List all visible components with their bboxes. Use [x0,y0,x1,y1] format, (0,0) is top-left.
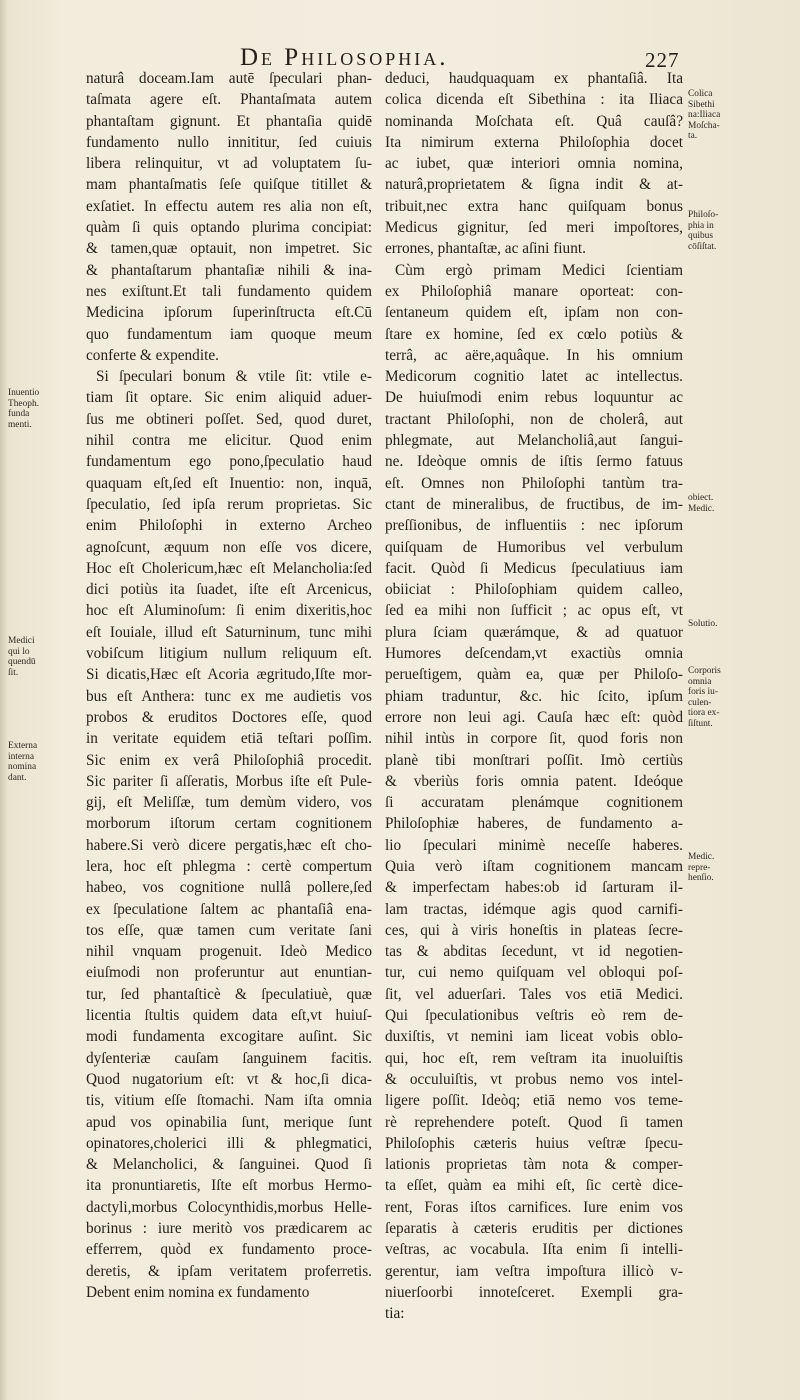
text-line: Sic pariter ſi aſſeratis, Morbus iſte eſt Pule- [86,772,372,790]
text-line: qui, hoc eſt, rem veſtram ita inuoluiſtis [385,1049,683,1067]
text-line: Hoc eſt Cholericum,hæc eſt Melancholia:ſed [86,559,372,577]
margin-note-line: interna [8,751,35,762]
text-line: nihil contra me elicitur. Quod enim [86,432,372,450]
text-line: ſit, vel aduerſari. Tales vos etiā Medici. [385,985,683,1003]
margin-note-medic-rep [688,852,750,884]
text-line: ſus me obtineri poſſet. Sed, quod duret, [86,410,372,428]
text-line: phantaſtam gignunt. Et phantaſia quidē [86,112,372,130]
text-line: rè reprehendere poteſt. Quod ſi tamen [385,1113,683,1131]
text-line: tia: [385,1305,405,1323]
text-line: ex ſpeculatione ſaltem ac phantaſiâ ena- [86,900,372,918]
text-line: deretis, & ipſam veritatem proferretis. [86,1262,372,1280]
text-line: mam phantaſmatis ſeſe quiſque titillet & [86,176,372,194]
text-line: ſpeculatio, ſed ipſa rerum proprietas. Sic [86,495,372,513]
text-line: tiam ſit optare. Sic enim aliquid aduer- [86,389,372,407]
text-line: Quia verò iſtam cognitionem mancam [385,857,683,875]
text-line: hoc eſt Aluminoſum: ſi enim dixeritis,hoc [86,602,372,620]
text-line: deduci, haudquaquam ex phantaſiâ. Ita [385,70,683,87]
text-line: duxiſtis, vt nemini iam liceat vobis oblo- [385,1028,683,1046]
text-line: borinus : iure meritò vos prædicarem ac [86,1220,372,1238]
text-line: nihil vnquam progenuit. Ideò Medico [86,943,372,961]
text-line: ne. Ideòque omnis de iſtis ſermo fatuus [385,453,683,471]
margin-note-medici [8,636,54,678]
text-line: ac iubet, quæ interiori omnia nomina, [385,155,683,173]
margin-note-line: Moſcha- [688,120,720,131]
text-line: habeo, vos cognitione nullâ pollere,ſed [86,879,372,897]
right-text-column [385,68,683,1325]
margin-note-obiect [688,493,750,514]
text-line: ctant de mineralibus, de fructibus, de im- [385,495,683,513]
text-line: probos & eruditos Doctores eſſe, quod [86,708,372,726]
text-line: Humores deſcendam,vt exactiùs omnia [385,645,683,663]
margin-note-line: Medic. [688,503,715,514]
text-line: Medicina ipſorum ſuperinſtructa eſt.Cū [86,304,372,322]
text-line: phiam traduntur, &c. hic ſcito, ipſum [385,687,683,705]
text-line: nes exiſtunt.Et tali fundamento quidem [86,282,372,300]
text-line: lationis proprietas tàm nota & comper- [385,1156,683,1174]
margin-note-externa [8,741,54,783]
text-line: licentia ſtultis quidem data eſt,vt huiuſ- [86,1007,372,1025]
text-line: & tamen,quæ optauit, non impetret. Sic [86,240,372,258]
text-line: tis, vitium eſſe ſtomachi. Nam iſta omnia [86,1092,372,1110]
text-line: errore non leui agi. Cauſa hæc eſt: quòd [385,708,683,726]
text-line: ſi accuratam plenámque cognitionem [385,794,683,812]
margin-note-line: ta. [688,131,698,142]
margin-note-line: Medic. [688,852,715,862]
text-line: quaquam eſt,ſed eſt Inuentio: non, inquā, [86,474,372,492]
margin-note-inuentio [8,388,54,430]
text-line: ſeparatis à cæteris eruditis per dictiones [385,1220,683,1238]
margin-note-line: foris iu- [688,687,718,698]
text-line: ſtare ex homine, ſed ex cœlo potiùs & [385,325,683,343]
text-line: quiſquam de Humoribus vel verbulum [385,538,683,556]
text-line: & imperfectam habes:ob id ſarturam il- [385,879,683,897]
margin-note-line: ſiſtunt. [688,718,713,729]
text-line: tur, ſed phantaſticè & ſpeculatiuè, quæ [86,985,372,1003]
left-text-column [86,68,372,1303]
text-line: libera relinquitur, vt ad voluptatem ſu- [86,155,372,173]
text-line: habere.Si verò dicere pergatis,hæc eſt cho- [86,836,372,854]
margin-note-line: obiect. [688,493,714,503]
page-number: 227 [645,48,680,72]
margin-note-line: culen- [688,697,712,708]
text-line: taſmata agere eſt. Phantaſmata autem [86,91,372,109]
margin-note-line: na:Iliaca [688,110,721,121]
text-line: ex Philoſophiâ manare oporteat: con- [385,282,683,300]
margin-note-corporis [688,666,750,730]
page-edge-shadow [0,0,8,1400]
margin-note-line: Inuentio [8,388,40,398]
text-line: gerentur, iam veſtra impoſtura illicò v- [385,1262,683,1280]
text-line: dici potiùs ita ſuadet, iſte eſt Arcenicus, [86,581,372,599]
margin-note-line: ſit. [8,667,19,678]
text-line: ita pronuntiaretis, Iſte eſt morbus Hermo- [86,1177,372,1195]
text-line: obiiciat : Philoſophiam quidem calleo, [385,581,683,599]
text-line: De huiuſmodi enim rebus loquuntur ac [385,389,683,407]
text-line: & Melancholici, & ſanguinei. Quod ſi [86,1156,372,1174]
text-line: Ita nimirum externa Philoſophia docet [385,133,683,151]
text-line: nominanda Moſchata eſt. Quâ cauſâ? [385,112,683,130]
margin-note-line: Corporis [688,666,721,676]
text-line: gij, eſt Meliſſæ, tum demùm videro, vos [86,794,372,812]
text-line: rent, Foras iſtos carnifices. Iure enim vos [385,1198,683,1216]
text-line: naturâ doceam.Iam autē ſpeculari phan- [86,70,372,87]
text-line: Debent enim nomina ex fundamento [86,1283,310,1301]
text-line: morborum iſtorum certam cognitionem [86,815,372,833]
text-line: naturâ,proprietatem & ſigna indit & at- [385,176,683,194]
margin-note-line: phia in [688,220,714,231]
text-line: Si ſpeculari bonum & vtile ſit: vtile e- [96,368,372,386]
text-line: & occuluiſtis, vt probus nemo vos intel- [385,1070,683,1088]
running-title: De Philosophia. [240,44,449,71]
margin-note-line: quibus [688,231,714,242]
margin-note-line: tiora ex- [688,708,720,719]
text-line: modi fundamenta excogitare auſint. Sic [86,1028,372,1046]
text-line: fundamentum ego pono,ſpeculatio haud [86,453,372,471]
text-line: efferrem, quòd ex fundamento proce- [86,1241,372,1259]
text-line: agnoſcunt, æquum non eſſe vos dicere, [86,538,372,556]
margin-note-line: Philoſo- [688,210,719,220]
margin-note-line: menti. [8,419,32,430]
margin-note-line: repre- [688,862,711,873]
text-line: ſed ea mihi non ſufficit ; ac opus eſt, vt [385,602,683,620]
margin-note-colica [688,89,750,142]
text-line: errones, phantaſtæ, ac aſini fiunt. [385,240,586,258]
text-line: perueſtigem, quàm ea, quæ per Philoſo- [385,666,683,684]
text-line: veſtras, ac vocabula. Iſta enim ſi intelli- [385,1241,683,1259]
text-line: ſentaneum quidem eſt, ipſam non con- [385,304,683,322]
text-line: niuerſoorbi innoteſceret. Exempli gra- [385,1283,683,1301]
text-line: exſatiet. In effectu autem res alia non eſt, [86,197,372,215]
margin-note-line: Solutio. [688,619,718,629]
text-line: & vberiùs foris omnia patent. Ideóque [385,772,683,790]
margin-note-philoso [688,210,750,252]
margin-note-line: qui lo [8,646,30,657]
text-line: facit. Quòd ſi Medicus ſpeculatiuus iam [385,559,683,577]
margin-note-line: Theoph. [8,398,39,409]
text-line: lio ſpeculari minimè neceſſe haberes. [385,836,683,854]
text-line: nihil intùs in corpore ſit, quod foris non [385,730,683,748]
text-line: Medicus gignitur, ſed meri impoſtores, [385,219,683,237]
text-line: Philoſophis cæteris huius veſtræ ſpecu- [385,1134,683,1152]
text-line: enim Philoſophi in externo Archeo [86,517,372,535]
text-line: Medicorum cognitio latet ac intellectus. [385,368,683,386]
text-line: lam tractas, idémque agis quod carnifi- [385,900,683,918]
text-line: opinatores,cholerici illi & phlegmatici, [86,1134,372,1152]
text-line: tos eſſe, quæ tamen cum veritate ſani [86,921,372,939]
text-line: apud vos opinabilia ſunt, merique ſunt [86,1113,372,1131]
text-line: vobiſcum litigium nullum reliquum eſt. [86,645,372,663]
text-line: Si dicatis,Hæc eſt Acoria ægritudo,Iſte mor- [86,666,372,684]
text-line: Sic enim ex verâ Philoſophiâ procedit. [86,751,372,769]
text-line: & phantaſtarum phantaſiæ nihili & ina- [86,261,372,279]
text-line: quàm ſi quis optando plurima concipiat: [86,219,372,237]
margin-note-line: henſio. [688,873,714,884]
text-line: fundamento nullo innititur, ſed cuiuis [86,133,372,151]
text-line: dactyli,morbus Colocynthidis,morbus Helle- [86,1198,372,1216]
text-line: phlegmate, aut Melancholiâ,aut ſangui- [385,432,683,450]
margin-note-line: Colica [688,89,713,99]
margin-note-line: cōſiſtat. [688,241,717,252]
margin-note-line: Externa [8,741,38,751]
text-line: conferte & expendite. [86,346,219,364]
text-line: tas & abditas ſecedunt, vt id negotien- [385,943,683,961]
text-line: colica dicenda eſt Sibethina : ita Iliaca [385,91,683,109]
text-line: bus eſt Anthera: tunc ex me audietis vos [86,687,372,705]
margin-note-line: dant. [8,772,27,783]
text-line: preſſionibus, de influentiis : nec ipſorum [385,517,683,535]
text-line: tur, cui nemo quiſquam vel obloqui poſ- [385,964,683,982]
text-line: ta eſſet, quàm ea mihi eſt, ſic certè dice- [385,1177,683,1195]
text-line: ligere poſſit. Ideòq; etiā nemo vos teme- [385,1092,683,1110]
text-line: ces, qui à viris honeſtis in plateas ſecre- [385,921,683,939]
text-line: Cùm ergò primam Medici ſcientiam [395,261,683,279]
text-line: tribuit,nec extra hanc quiſquam bonus [385,197,683,215]
text-line: Philoſophiæ haberes, de fundamento a- [385,815,683,833]
text-line: in veritate equidem etiā teſtari poſſim. [86,730,372,748]
text-line: lera, hoc eſt phlegma : certè compertum [86,857,372,875]
text-line: Quod nugatorium eſt: vt & hoc,ſi dica- [86,1070,372,1088]
margin-note-line: funda [8,409,30,420]
text-line: planè tibi monſtrari poſſit. Imò certiùs [385,751,683,769]
margin-note-line: omnia [688,676,712,687]
text-line: tractant Philoſophi, non de cholerâ, aut [385,410,683,428]
text-line: terrâ, ac aëre,aquâque. In his omnium [385,346,683,364]
margin-note-line: quendū [8,657,36,668]
margin-note-line: nomina [8,762,37,773]
text-line: eſt. Omnes non Philoſophi tantùm tra- [385,474,683,492]
margin-note-line: Sibethi [688,99,715,110]
margin-note-line: Medici [8,636,35,646]
text-line: Qui ſpeculationibus veſtris eò rem de- [385,1007,683,1025]
text-line: eiuſmodi non proferuntur aut enuntian- [86,964,372,982]
text-line: dyſenteriæ cauſam ſanguinem facitis. [86,1049,372,1067]
margin-note-solutio [688,619,750,630]
text-line: eſt Iouiale, illud eſt Saturninum, tunc mihi [86,623,372,641]
text-line: plura ſciam quærámque, & ad quatuor [385,623,683,641]
text-line: quo fundamentum iam quoque meum [86,325,372,343]
